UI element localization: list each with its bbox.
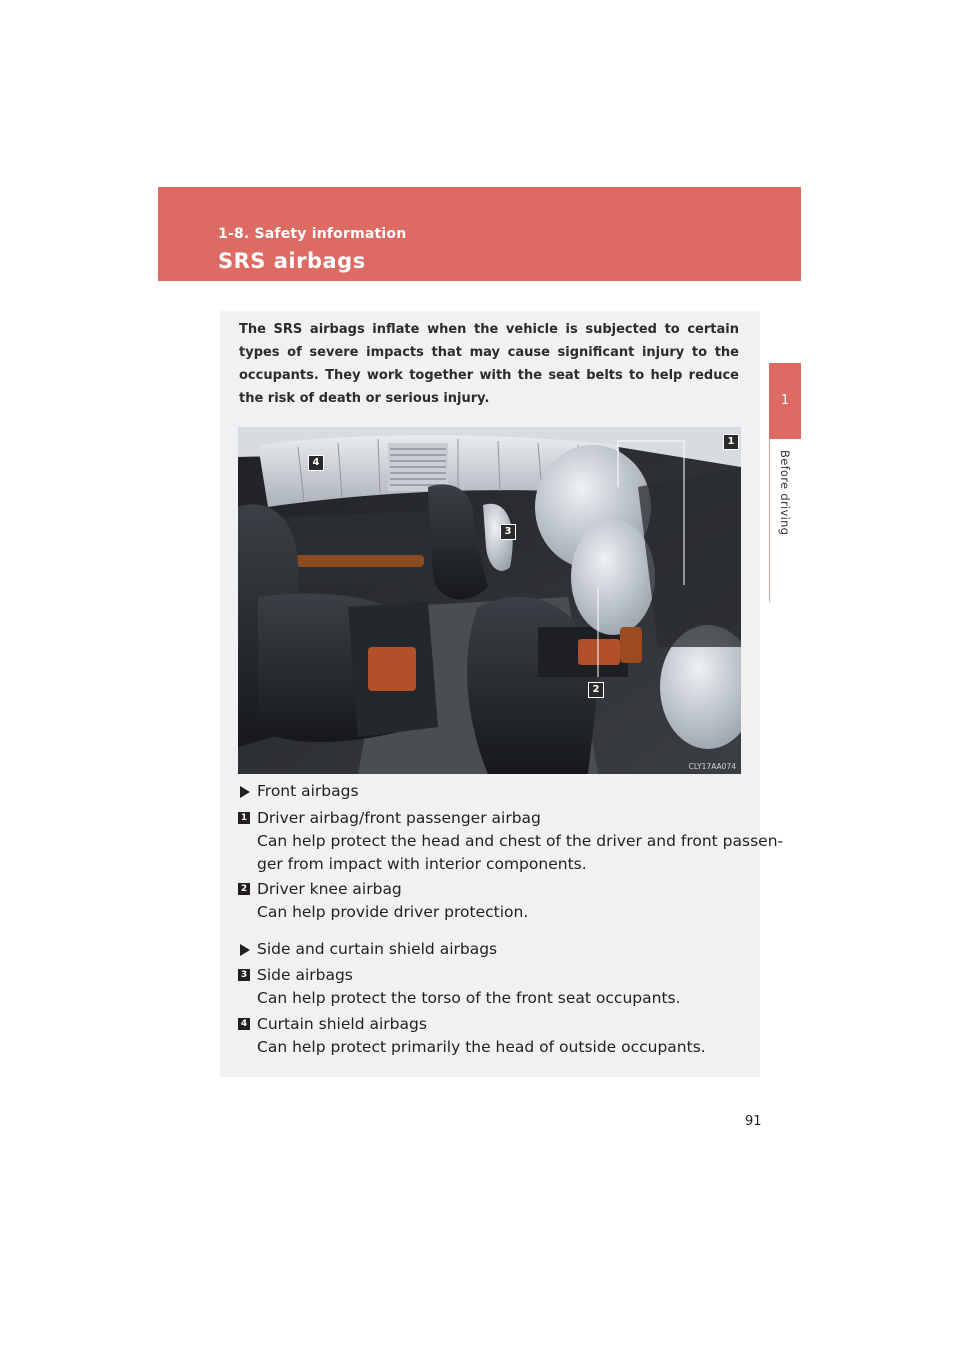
gear-shift-trim bbox=[620, 627, 642, 663]
side-divider bbox=[769, 439, 770, 602]
item-number-box: 1 bbox=[238, 812, 250, 824]
item-title: Driver knee airbag bbox=[257, 880, 402, 898]
driver-airbag-shape bbox=[571, 519, 655, 635]
item-description-line: Can help protect the head and chest of the driver and front passen- bbox=[257, 832, 784, 850]
door-panel bbox=[278, 511, 438, 587]
wood-trim-armrest bbox=[368, 647, 416, 691]
wood-trim-door bbox=[294, 555, 424, 567]
page-number: 91 bbox=[745, 1114, 762, 1129]
triangle-bullet-icon bbox=[240, 786, 250, 798]
item-number-box: 2 bbox=[238, 883, 250, 895]
item-description-line: Can help protect the torso of the front seat occupants. bbox=[257, 989, 681, 1007]
item-number-box: 4 bbox=[238, 1018, 250, 1030]
callout-1: 1 bbox=[723, 434, 739, 450]
item-description-line: Can help protect primarily the head of outside occupants. bbox=[257, 1038, 706, 1056]
item-description-line: ger from impact with interior components. bbox=[257, 855, 587, 873]
group-heading: Side and curtain shield airbags bbox=[257, 940, 498, 958]
figure-code: CLY17AA074 bbox=[688, 762, 736, 771]
cabin-illustration-svg bbox=[238, 427, 741, 774]
window-louvres bbox=[390, 449, 446, 485]
item-title: Driver airbag/front passenger airbag bbox=[257, 809, 541, 827]
item-title: Curtain shield airbags bbox=[257, 1015, 427, 1033]
item-description-line: Can help provide driver protection. bbox=[257, 903, 529, 921]
group-heading: Front airbags bbox=[257, 782, 359, 800]
callout-2: 2 bbox=[588, 682, 604, 698]
intro-paragraph: The SRS airbags inflate when the vehicle is subjected to certain types of severe impacts that may cause significant injury to the occupants. They work together with the seat belts to help reduce the risk of death or serious injury. bbox=[239, 322, 739, 406]
airbag-illustration bbox=[238, 427, 741, 774]
page-title: SRS airbags bbox=[218, 249, 366, 273]
section-label: 1-8. Safety information bbox=[218, 226, 407, 242]
item-number-box: 3 bbox=[238, 969, 250, 981]
triangle-bullet-icon bbox=[240, 944, 250, 956]
callout-3: 3 bbox=[500, 524, 516, 540]
callout-4: 4 bbox=[308, 455, 324, 471]
chapter-tab[interactable]: 1 bbox=[769, 363, 801, 439]
item-title: Side airbags bbox=[257, 966, 353, 984]
wood-trim-console bbox=[578, 639, 620, 665]
chapter-label: Before driving bbox=[778, 450, 792, 536]
